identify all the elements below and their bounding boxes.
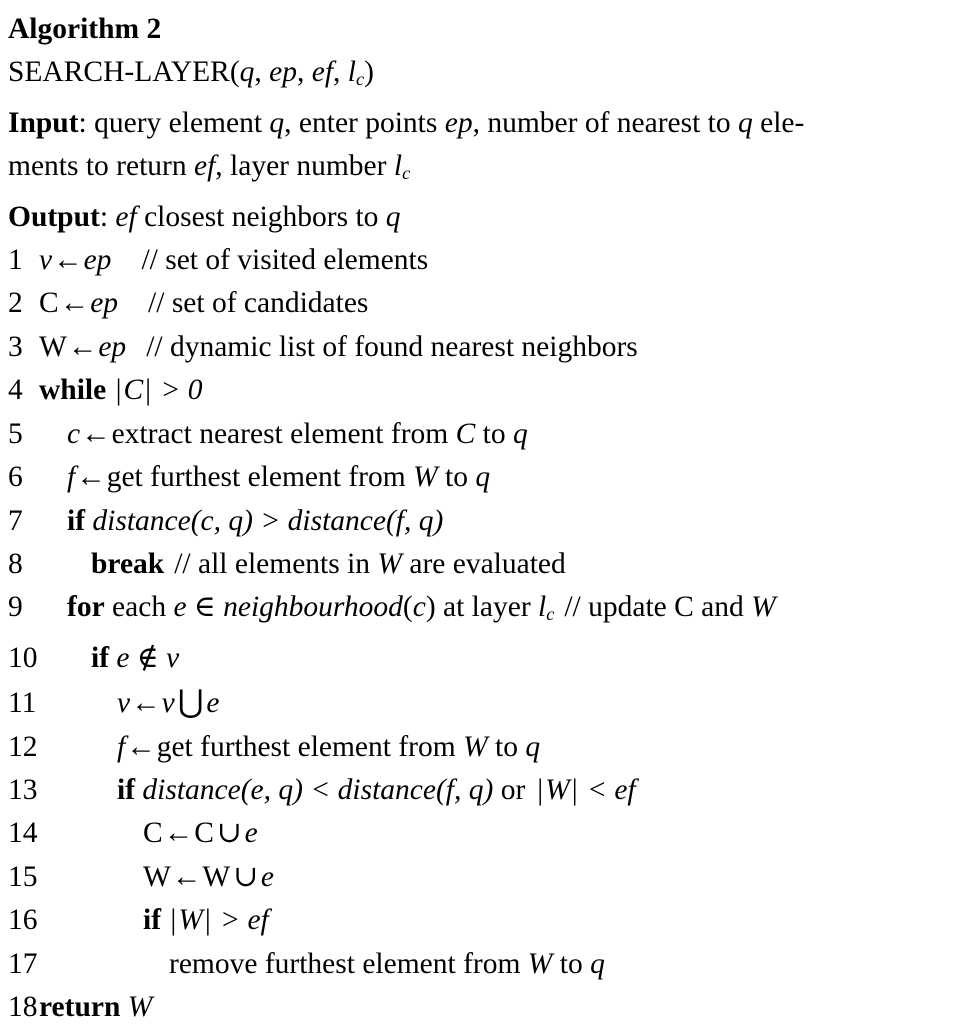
abs-bar-left: | [115, 374, 122, 407]
line-number: 4 [8, 374, 23, 407]
input-text-b: , enter points [284, 106, 445, 139]
line-body [39, 812, 258, 855]
assign-arrow-icon: ← [163, 817, 194, 850]
var-W: W [413, 461, 438, 494]
text-extract: extract nearest element from [111, 417, 449, 450]
output-colon: : [99, 200, 116, 233]
comment-text: dynamic list of found nearest neighbors [169, 330, 638, 363]
var-l-subscript: c [546, 604, 555, 625]
comment-text-2: are evaluated [409, 547, 566, 580]
input-text-a: query element [94, 106, 270, 139]
output-text: closest neighbors to [136, 200, 386, 233]
keyword-while: while [39, 374, 107, 407]
signature-param-q: q [239, 56, 255, 89]
var-v: v [39, 244, 53, 277]
input-var-q: q [269, 106, 285, 139]
var-ep: ep [83, 244, 112, 277]
element-of-icon: ∈ [193, 591, 216, 624]
var-ef: ef [247, 904, 269, 937]
operator-gt: > [260, 504, 281, 537]
line-number: 5 [8, 417, 23, 450]
signature-param-l: l [347, 56, 356, 89]
comma: , [213, 504, 222, 537]
output-spec [8, 196, 971, 239]
assign-arrow-icon: ← [131, 687, 161, 720]
line-number: 13 [8, 773, 38, 806]
comma: , [403, 504, 412, 537]
line-number: 14 [8, 817, 38, 850]
text-get-furthest: get furthest element from [106, 461, 406, 494]
input-spec-line-2 [8, 145, 971, 195]
fn-distance: distance [287, 504, 386, 537]
code-line [8, 812, 971, 855]
code-line [8, 943, 971, 986]
fn-distance: distance [142, 773, 241, 806]
line-body [39, 726, 540, 769]
text-to: to [482, 417, 506, 450]
line-number: 15 [8, 860, 38, 893]
assign-arrow-icon: ← [81, 417, 111, 450]
line-number: 11 [8, 687, 37, 720]
line-body [39, 282, 368, 325]
comment-slashes: // [564, 591, 581, 624]
abs-bar-left: | [537, 773, 544, 806]
paren-open: ( [402, 591, 413, 624]
assign-arrow-icon: ← [67, 330, 98, 363]
line-body [39, 680, 219, 725]
var-q: q [590, 947, 605, 980]
code-line [8, 637, 971, 680]
var-ep: ep [90, 287, 119, 320]
operator-gt: > [160, 374, 181, 407]
var-W: W [377, 547, 402, 580]
arg-q: q [278, 773, 294, 806]
comment-text: set of candidates [171, 287, 369, 320]
signature-param-ef: ef [311, 56, 334, 89]
var-f: f [67, 461, 76, 494]
keyword-for: for [67, 591, 105, 624]
line-number: 10 [8, 641, 38, 674]
signature-param-ep: ep [269, 56, 297, 89]
line-number: 1 [8, 244, 23, 277]
input-var-l-subscript: c [402, 163, 411, 184]
signature-name: SEARCH-LAYER [8, 56, 230, 89]
big-union-icon: ⋃ [177, 684, 204, 720]
var-W: W [39, 330, 67, 363]
var-W: W [127, 990, 153, 1023]
assign-arrow-icon: ← [126, 730, 156, 763]
line-body [39, 326, 638, 369]
arg-q: q [468, 773, 484, 806]
code-line [8, 500, 971, 543]
comment-slashes: // [148, 287, 165, 320]
paren-close: ) [293, 773, 303, 806]
code-line [8, 239, 971, 282]
comma: , [453, 773, 462, 806]
code-line [8, 326, 971, 369]
code-line [8, 369, 971, 412]
input-text-c: , number of nearest to [472, 106, 739, 139]
keyword-break: break [91, 547, 165, 580]
signature-param-l-subscript: c [356, 69, 365, 90]
input-var-q2: q [738, 106, 753, 139]
var-q: q [475, 461, 491, 494]
var-C: C [143, 817, 163, 850]
arg-q: q [418, 504, 434, 537]
var-e: e [206, 687, 220, 720]
var-q: q [512, 417, 528, 450]
operator-gt: > [220, 904, 241, 937]
line-body [39, 586, 776, 636]
line-number: 7 [8, 504, 23, 537]
output-label: Output [8, 200, 100, 233]
operator-lt: < [587, 773, 607, 806]
var-e: e [173, 591, 187, 624]
arg-e: e [250, 773, 264, 806]
paren-open: ( [240, 773, 251, 806]
var-W: W [463, 730, 488, 763]
paren-open: ( [190, 504, 201, 537]
var-C: C [123, 374, 144, 407]
input-spec-line-1 [8, 102, 971, 145]
var-W: W [527, 947, 553, 980]
assign-arrow-icon: ← [76, 461, 106, 494]
paren-close: ) [483, 773, 494, 806]
arg-q: q [228, 504, 244, 537]
text-at-layer: at layer [443, 591, 531, 624]
comment-text: update C and [588, 591, 744, 624]
code-line [8, 726, 971, 769]
text-each: each [112, 591, 167, 624]
input-text-e: ments to return [8, 150, 194, 183]
union-icon: ∪ [216, 817, 242, 850]
keyword-if: if [143, 904, 162, 937]
line-body [39, 543, 566, 586]
paren-close: ) [433, 504, 444, 537]
comment-text: all elements in [198, 547, 371, 580]
code-line [8, 586, 971, 636]
line-number: 6 [8, 461, 23, 494]
paren-open: ( [435, 773, 446, 806]
keyword-if: if [117, 773, 136, 806]
input-text-d: ele- [752, 106, 805, 139]
line-body [39, 856, 274, 899]
abs-bar-left: | [170, 904, 177, 937]
line-number: 18 [8, 990, 38, 1023]
not-element-of-icon: ∉ [136, 641, 159, 674]
assign-arrow-icon: ← [53, 244, 83, 277]
line-body [39, 500, 443, 543]
algorithm-signature [8, 51, 971, 101]
var-c: c [67, 417, 81, 450]
line-number: 17 [8, 947, 38, 980]
code-line [8, 899, 971, 942]
algorithm-title: Algorithm 2 [8, 13, 162, 45]
union-icon: ∪ [233, 860, 258, 893]
var-e: e [260, 860, 274, 893]
signature-comma-3: , [333, 56, 348, 89]
comment-slashes: // [174, 547, 191, 580]
var-f: f [117, 730, 126, 763]
line-number: 3 [8, 330, 23, 363]
var-e: e [244, 817, 258, 850]
line-body [39, 413, 528, 456]
code-line [8, 680, 971, 725]
line-body [39, 637, 179, 680]
signature-paren-close: ) [364, 56, 374, 89]
line-body [39, 769, 636, 812]
text-get-furthest: get furthest element from [156, 730, 456, 763]
code-line [8, 769, 971, 812]
operator-or: or [500, 773, 526, 806]
var-ef: ef [614, 773, 636, 806]
var-C: C [455, 417, 476, 450]
code-line [8, 543, 971, 586]
var-l: l [538, 591, 547, 624]
var-v: v [117, 687, 131, 720]
operator-lt: < [310, 773, 331, 806]
var-C: C [39, 287, 59, 320]
line-body [39, 943, 605, 986]
arg-c: c [200, 504, 214, 537]
var-v: v [166, 641, 180, 674]
input-var-l: l [393, 150, 403, 183]
signature-paren-open: ( [229, 56, 240, 89]
code-line [8, 282, 971, 325]
code-line [8, 456, 971, 499]
keyword-if: if [67, 504, 86, 537]
line-body [39, 369, 203, 412]
abs-bar-right: | [204, 904, 211, 937]
input-text-f: , layer number [215, 150, 394, 183]
arg-f: f [445, 773, 454, 806]
paren-close: ) [425, 591, 436, 624]
comma: , [263, 773, 272, 806]
output-var-q: q [385, 200, 401, 233]
fn-distance: distance [337, 773, 436, 806]
line-body [39, 239, 428, 282]
fn-neighbourhood: neighbourhood [223, 591, 403, 624]
var-W: W [143, 860, 171, 893]
line-body [39, 986, 152, 1029]
input-colon: : [78, 106, 95, 139]
text-to: to [495, 730, 518, 763]
line-number: 2 [8, 287, 23, 320]
code-line [8, 986, 971, 1029]
comment-slashes: // [146, 330, 163, 363]
code-line [8, 413, 971, 456]
keyword-if: if [91, 641, 110, 674]
comment-slashes: // [141, 244, 158, 277]
comment-text: set of visited elements [165, 244, 429, 277]
signature-comma-2: , [297, 56, 312, 89]
assign-arrow-icon: ← [171, 860, 202, 893]
arg-f: f [395, 504, 404, 537]
assign-arrow-icon: ← [59, 287, 90, 320]
signature-comma-1: , [254, 56, 270, 89]
input-var-ef: ef [193, 150, 216, 183]
code-line [8, 856, 971, 899]
var-W: W [751, 591, 776, 624]
input-var-ep: ep [444, 106, 473, 139]
var-W: W [178, 904, 203, 937]
line-body [39, 899, 269, 942]
var-q: q [525, 730, 541, 763]
var-e: e [116, 641, 130, 674]
var-v: v [161, 687, 175, 720]
line-number: 16 [8, 904, 38, 937]
input-label: Input [8, 106, 79, 139]
value-zero: 0 [187, 374, 203, 407]
abs-bar-right: | [571, 773, 578, 806]
line-number: 8 [8, 547, 23, 580]
line-number: 9 [8, 591, 23, 624]
paren-close: ) [243, 504, 253, 537]
fn-distance: distance [92, 504, 191, 537]
text-to: to [445, 461, 468, 494]
line-number: 12 [8, 730, 38, 763]
var-ep: ep [98, 330, 127, 363]
keyword-return: return [39, 990, 121, 1023]
output-var-ef: ef [115, 200, 137, 233]
abs-bar-right: | [145, 374, 152, 407]
text-to: to [559, 947, 583, 980]
var-C: C [194, 817, 214, 850]
var-W: W [202, 860, 231, 893]
paren-open: ( [385, 504, 396, 537]
var-W: W [545, 773, 570, 806]
arg-c: c [412, 591, 426, 624]
line-body [39, 456, 490, 499]
text-remove-furthest: remove furthest element from [169, 947, 521, 980]
